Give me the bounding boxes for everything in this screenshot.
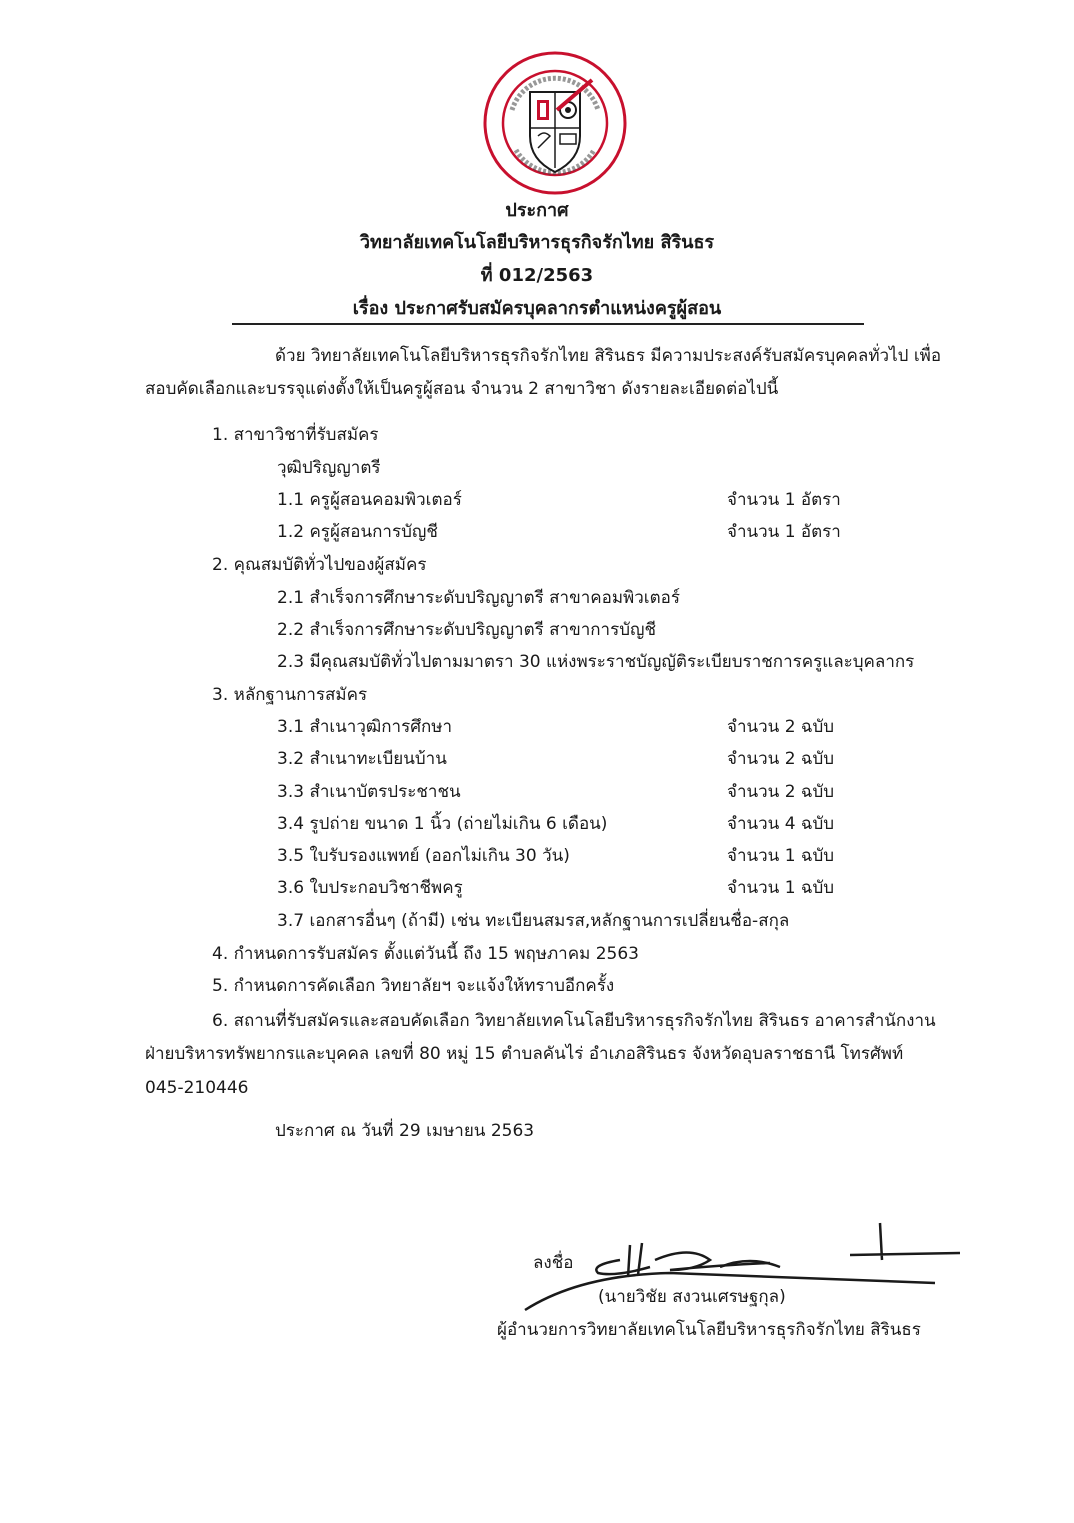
list-item-qty: จำนวน 2 ฉบับ	[727, 717, 835, 737]
list-item-qty: จำนวน 2 ฉบับ	[727, 782, 835, 802]
list-item: 3.5 ใบรับรองแพทย์ (ออกไม่เกิน 30 วัน)	[277, 846, 570, 866]
section-4: 4. กำหนดการรับสมัคร ตั้งแต่วันนี้ ถึง 15 พฤษภาคม 2563	[212, 944, 639, 964]
doc-subject: เรื่อง ประกาศรับสมัครบุคลากรตำแหน่งครูผู้สอน	[352, 298, 722, 319]
list-item-qty: จำนวน 2 ฉบับ	[727, 749, 835, 769]
list-item: 3.4 รูปถ่าย ขนาด 1 นิ้ว (ถ่ายไม่เกิน 6 เดือน)	[277, 814, 608, 834]
college-name-title: วิทยาลัยเทคโนโลยีบริหารธุรกิจรักไทย สิรินธร	[359, 232, 715, 253]
list-item-qty: จำนวน 4 ฉบับ	[727, 814, 835, 834]
list-item: 2.2 สำเร็จการศึกษาระดับปริญญาตรี สาขาการบัญชี	[277, 620, 657, 640]
signer-position: ผู้อำนวยการวิทยาลัยเทคโนโลยีบริหารธุรกิจรักไทย สิรินธร	[497, 1320, 921, 1340]
list-item: 2.3 มีคุณสมบัติทั่วไปตามมาตรา 30 แห่งพระราชบัญญัติระเบียบราชการครูและบุคลากร	[277, 652, 915, 672]
list-item: 3.7 เอกสารอื่นๆ (ถ้ามี) เช่น ทะเบียนสมรส,หลักฐานการเปลี่ยนชื่อ-สกุล	[277, 911, 790, 931]
header-divider	[232, 323, 864, 325]
sign-label: ลงชื่อ	[533, 1253, 574, 1273]
list-item: 2.1 สำเร็จการศึกษาระดับปริญญาตรี สาขาคอมพิวเตอร์	[277, 588, 680, 608]
announce-date: ประกาศ ณ วันที่ 29 เมษายน 2563	[275, 1121, 535, 1141]
section-6-line-3: 045-210446	[145, 1078, 249, 1098]
list-item: 3.3 สำเนาบัตรประชาชน	[277, 782, 461, 802]
doc-number: ที่ 012/2563	[480, 265, 594, 286]
section-2-title: 2. คุณสมบัติทั่วไปของผู้สมัคร	[212, 555, 427, 575]
list-item-qty: จำนวน 1 ฉบับ	[727, 878, 835, 898]
list-item-qty: จำนวน 1 ฉบับ	[727, 846, 835, 866]
list-item: 1.2 ครูผู้สอนการบัญชี	[277, 522, 438, 542]
section-1-title: 1. สาขาวิชาที่รับสมัคร	[212, 425, 379, 445]
list-item: 3.6 ใบประกอบวิชาชีพครู	[277, 878, 463, 898]
section-1-sub: วุฒิปริญญาตรี	[277, 458, 381, 478]
list-item: 3.1 สำเนาวุฒิการศึกษา	[277, 717, 453, 737]
college-seal-logo	[482, 50, 628, 196]
list-item: 3.2 สำเนาทะเบียนบ้าน	[277, 749, 447, 769]
list-item: 1.1 ครูผู้สอนคอมพิวเตอร์	[277, 490, 462, 510]
intro-line-2: สอบคัดเลือกและบรรจุแต่งตั้งให้เป็นครูผู้สอน จำนวน 2 สาขาวิชา ดังรายละเอียดต่อไปนี้	[145, 379, 779, 399]
list-item-qty: จำนวน 1 อัตรา	[727, 522, 841, 542]
section-3-title: 3. หลักฐานการสมัคร	[212, 685, 368, 705]
section-5: 5. กำหนดการคัดเลือก วิทยาลัยฯ จะแจ้งให้ทราบอีกครั้ง	[212, 976, 615, 996]
section-6-line-2: ฝ่ายบริหารทรัพยากรและบุคคล เลขที่ 80 หมู่ 15 ตำบลคันไร่ อำเภอสิรินธร จังหวัดอุบลราชธานี โทรศัพท์	[145, 1044, 904, 1064]
list-item-qty: จำนวน 1 อัตรา	[727, 490, 841, 510]
section-6-line-1: 6. สถานที่รับสมัครและสอบคัดเลือก วิทยาลัยเทคโนโลยีบริหารธุรกิจรักไทย สิรินธร อาคารสำนักงาน	[212, 1011, 936, 1031]
intro-line-1: ด้วย วิทยาลัยเทคโนโลยีบริหารธุรกิจรักไทย สิรินธร มีความประสงค์รับสมัครบุคคลทั่วไป เพื่อ	[275, 346, 942, 366]
doc-type-title: ประกาศ	[505, 200, 569, 221]
signer-name: (นายวิชัย สงวนเศรษฐกุล)	[598, 1287, 786, 1307]
